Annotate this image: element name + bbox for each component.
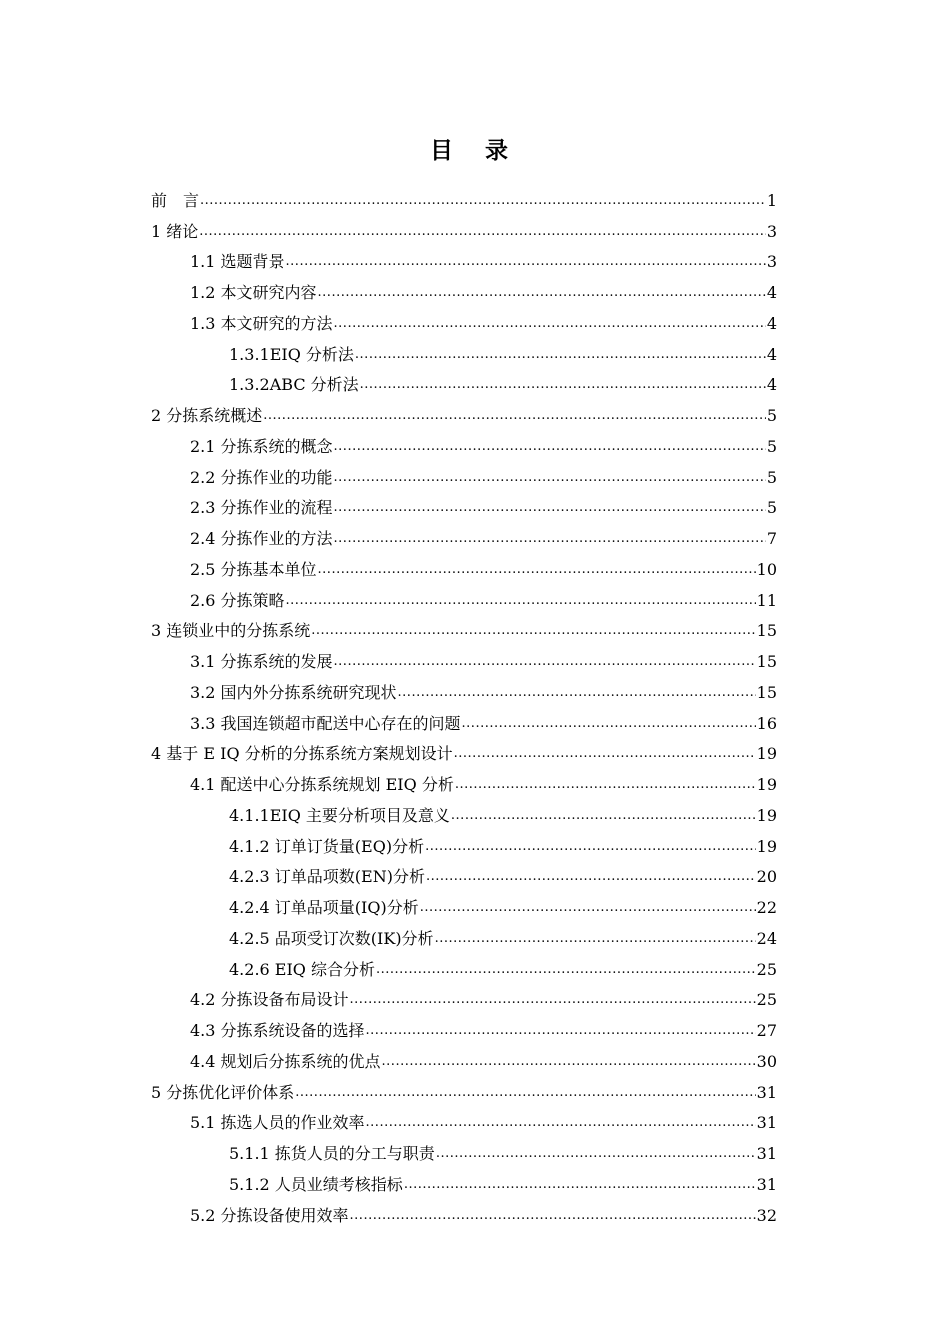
toc-entry[interactable] (151, 796, 777, 827)
toc-entry-label: 4.2.6 EIQ 综合分析 (229, 959, 376, 979)
toc-entry[interactable] (151, 919, 777, 950)
toc-entry-label: 4.1.2 订单订货量(EQ)分析 (229, 836, 425, 856)
toc-entry-page-number: 27 (756, 1021, 777, 1040)
toc-dot-leader (200, 190, 766, 212)
toc-dot-leader (334, 497, 766, 519)
toc-entry[interactable] (151, 981, 777, 1012)
toc-entry-label: 1.1 选题背景 (190, 252, 285, 272)
toc-dot-leader (355, 344, 766, 366)
toc-dot-leader (286, 590, 756, 612)
toc-dot-leader (455, 774, 756, 796)
toc-dot-leader (334, 313, 766, 335)
toc-entry-label: 4.2.5 品项受订次数(IK)分析 (229, 928, 434, 948)
toc-entry[interactable] (151, 458, 777, 489)
toc-dot-leader (420, 897, 756, 919)
toc-entry-page-number: 22 (756, 898, 777, 917)
toc-entry-page-number: 11 (756, 590, 777, 610)
toc-entry[interactable] (151, 519, 777, 550)
toc-entry-label: 2.6 分拣策略 (190, 590, 285, 610)
toc-dot-leader (426, 866, 756, 888)
toc-entry-page-number: 4 (766, 375, 777, 395)
toc-entry-page-number: 32 (756, 1205, 777, 1225)
toc-entry[interactable] (151, 1073, 777, 1104)
toc-entry-label: 4.1.1EIQ 主要分析项目及意义 (229, 805, 450, 825)
toc-entry-label: 3.2 国内外分拣系统研究现状 (190, 682, 397, 702)
toc-entry-page-number: 4 (766, 344, 777, 364)
toc-entry-label: 4.2.4 订单品项量(IQ)分析 (229, 898, 419, 917)
toc-dot-leader (311, 620, 755, 642)
toc-entry-label: 5.2 分拣设备使用效率 (190, 1205, 349, 1225)
toc-entry-page-number: 24 (756, 928, 777, 948)
toc-dot-leader (382, 1051, 756, 1073)
toc-entry[interactable] (151, 1165, 777, 1196)
toc-entry[interactable] (151, 489, 777, 520)
toc-entry-label: 3 连锁业中的分拣系统 (151, 621, 311, 641)
toc-entry-page-number: 19 (756, 805, 777, 825)
toc-entry[interactable] (151, 888, 777, 919)
toc-entry[interactable] (151, 1042, 777, 1073)
toc-entry-label: 1.3 本文研究的方法 (190, 313, 333, 333)
toc-entry-page-number: 5 (766, 436, 777, 456)
toc-entry-label: 3.3 我国连锁超市配送中心存在的问题 (190, 713, 461, 733)
toc-entry[interactable] (151, 765, 777, 796)
toc-entry-page-number: 31 (756, 1174, 777, 1194)
toc-dot-leader (366, 1112, 756, 1134)
toc-entry-page-number: 31 (756, 1082, 777, 1102)
toc-entry-label: 2.3 分拣作业的流程 (190, 498, 333, 518)
toc-dot-leader (334, 467, 766, 489)
toc-entry-page-number: 30 (756, 1051, 777, 1071)
toc-entry-label: 2.5 分拣基本单位 (190, 559, 317, 579)
toc-dot-leader (318, 282, 766, 304)
toc-entry-page-number: 15 (756, 652, 777, 671)
toc-entry-page-number: 5 (766, 467, 777, 487)
toc-dot-leader (286, 251, 766, 273)
page-title: 目 录 (429, 138, 520, 164)
toc-entry[interactable] (151, 335, 777, 366)
toc-entry-label: 5.1.2 人员业绩考核指标 (229, 1174, 403, 1194)
toc-entry-page-number: 16 (756, 713, 777, 733)
toc-dot-leader (199, 221, 766, 243)
toc-entry-label: 2.1 分拣系统的概念 (190, 436, 333, 456)
toc-entry-label: 2.2 分拣作业的功能 (190, 467, 333, 487)
toc-entry-label: 4.1 配送中心分拣系统规划 EIQ 分析 (190, 775, 454, 794)
toc-dot-leader (451, 805, 756, 827)
toc-entry-page-number: 5 (766, 498, 777, 518)
toc-entry[interactable] (151, 673, 777, 704)
toc-entry-page-number: 3 (766, 221, 777, 241)
toc-entry-label: 1 绪论 (151, 221, 199, 241)
toc-entry-label: 4.4 规划后分拣系统的优点 (190, 1051, 381, 1071)
toc-dot-leader (350, 989, 756, 1011)
toc-entry[interactable] (151, 581, 777, 612)
toc-entry[interactable] (151, 396, 777, 427)
toc-dot-leader (454, 743, 756, 765)
toc-dot-leader (334, 436, 766, 458)
toc-entry-label: 5 分拣优化评价体系 (151, 1082, 295, 1102)
toc-entry-label: 1.2 本文研究内容 (190, 283, 317, 302)
toc-entry[interactable] (151, 704, 777, 735)
toc-entry[interactable] (151, 304, 777, 335)
toc-entry-page-number: 25 (756, 990, 777, 1010)
toc-dot-leader (334, 651, 756, 673)
toc-entry[interactable] (151, 427, 777, 458)
toc-entry-page-number: 15 (756, 682, 777, 702)
toc-entry-page-number: 19 (756, 836, 777, 856)
toc-entry-page-number: 20 (756, 867, 777, 887)
toc-entry[interactable] (151, 181, 777, 212)
toc-entry[interactable] (151, 642, 777, 673)
toc-entry[interactable] (151, 1011, 777, 1042)
table-of-contents (151, 181, 777, 1227)
toc-dot-leader (436, 1143, 756, 1165)
toc-entry-label: 4.2 分拣设备布局设计 (190, 990, 349, 1010)
toc-entry-label: 4.2.3 订单品项数(EN)分析 (229, 867, 425, 887)
toc-entry-page-number: 7 (766, 529, 777, 548)
toc-entry[interactable] (151, 366, 777, 397)
toc-dot-leader (350, 1205, 756, 1227)
toc-dot-leader (435, 928, 756, 950)
toc-dot-leader (366, 1020, 756, 1042)
toc-entry[interactable] (151, 827, 777, 858)
toc-entry[interactable] (151, 950, 777, 981)
toc-dot-leader (398, 682, 756, 704)
toc-entry-page-number: 31 (756, 1113, 777, 1133)
toc-dot-leader (318, 559, 756, 581)
toc-entry[interactable] (151, 273, 777, 304)
toc-entry-label: 1.3.2ABC 分析法 (229, 375, 359, 395)
toc-entry[interactable] (151, 1134, 777, 1165)
toc-entry[interactable] (151, 858, 777, 889)
toc-dot-leader (334, 528, 766, 550)
toc-entry-label: 5.1.1 拣货人员的分工与职责 (229, 1144, 435, 1163)
toc-entry-page-number: 31 (756, 1144, 777, 1163)
toc-entry[interactable] (151, 735, 777, 766)
toc-entry-page-number: 4 (766, 283, 777, 302)
toc-entry-label: 4.3 分拣系统设备的选择 (190, 1021, 365, 1040)
toc-entry-page-number: 19 (756, 775, 777, 794)
toc-entry[interactable] (151, 550, 777, 581)
toc-dot-leader (263, 405, 766, 427)
toc-entry-page-number: 19 (756, 744, 777, 764)
toc-entry-label: 5.1 拣选人员的作业效率 (190, 1113, 365, 1133)
toc-entry-page-number: 15 (756, 621, 777, 641)
toc-entry-page-number: 5 (766, 406, 777, 425)
toc-entry[interactable] (151, 243, 777, 274)
toc-entry-page-number: 10 (756, 559, 777, 579)
toc-dot-leader (425, 836, 756, 858)
toc-entry[interactable] (151, 1104, 777, 1135)
toc-entry-page-number: 25 (756, 959, 777, 979)
toc-entry-label: 2 分拣系统概述 (151, 406, 263, 425)
toc-entry-label: 1.3.1EIQ 分析法 (229, 344, 354, 364)
toc-entry-label: 前 言 (151, 190, 200, 210)
toc-dot-leader (462, 713, 756, 735)
toc-entry-page-number: 1 (766, 190, 777, 210)
toc-entry-label: 3.1 分拣系统的发展 (190, 652, 333, 671)
toc-dot-leader (295, 1082, 755, 1104)
toc-entry-page-number: 3 (766, 252, 777, 272)
toc-dot-leader (360, 374, 766, 396)
toc-dot-leader (376, 959, 756, 981)
toc-dot-leader (404, 1174, 756, 1196)
toc-entry[interactable] (151, 212, 777, 243)
toc-entry-label: 4 基于 E IQ 分析的分拣系统方案规划设计 (151, 744, 453, 764)
toc-entry-label: 2.4 分拣作业的方法 (190, 529, 333, 548)
toc-entry[interactable] (151, 1196, 777, 1227)
toc-entry[interactable] (151, 612, 777, 643)
toc-entry-page-number: 4 (766, 313, 777, 333)
